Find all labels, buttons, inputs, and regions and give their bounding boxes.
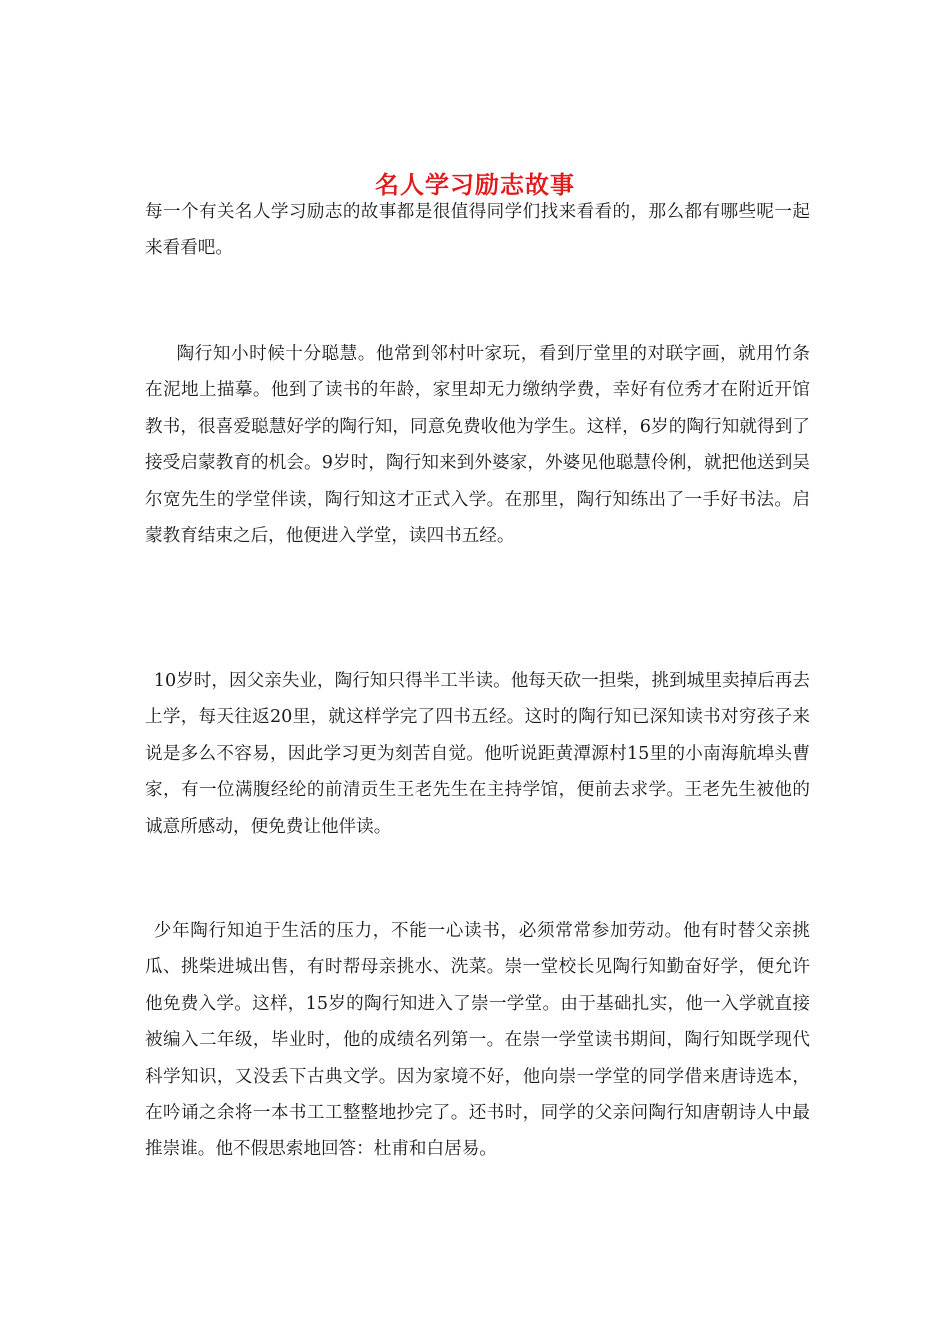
- story-paragraph-3: 少年陶行知迫于生活的压力，不能一心读书，必须常常参加劳动。他有时替父亲挑瓜、挑柴进城出售，有时帮母亲挑水、洗菜。崇一堂校长见陶行知勤奋好学，便允许他免费入学。这样，15岁的陶行知进入了崇一学堂。由于基础扎实，他一入学就直接被编入二年级，毕业时，他的成绩名列第一。在崇一学堂读书期间，陶行知既学现代科学知识，又没丢下古典文学。因为家境不好，他向崇一学堂的同学借来唐诗选本，在吟诵之余将一本书工工整整地抄完了。还书时，同学的父亲问陶行知唐朝诗人中最推崇谁。他不假思索地回答：杜甫和白居易。: [145, 921, 810, 1160]
- story-paragraph-2: 10岁时，因父亲失业，陶行知只得半工半读。他每天砍一担柴，挑到城里卖掉后再去上学，每天往返20里，就这样学完了四书五经。这时的陶行知已深知读书对穷孩子来说是多么不容易，因此学习更为刻苦自觉。他听说距黄潭源村15里的小南海航埠头曹家，有一位满腹经纶的前清贡生王老先生在主持学馆，便前去求学。王老先生被他的诚意所感动，便免费让他伴读。: [145, 671, 810, 837]
- document-title: 名人学习励志故事: [375, 170, 575, 200]
- intro-paragraph: 每一个有关名人学习励志的故事都是很值得同学们找来看看的，那么都有哪些呢一起来看看吧。: [145, 202, 810, 259]
- story-paragraph-1: 陶行知小时候十分聪慧。他常到邻村叶家玩，看到厅堂里的对联字画，就用竹条在泥地上描摹。他到了读书的年龄，家里却无力缴纳学费，幸好有位秀才在附近开馆教书，很喜爱聪慧好学的陶行知，同意免费收他为学生。这样，6岁的陶行知就得到了接受启蒙教育的机会。9岁时，陶行知来到外婆家，外婆见他聪慧伶俐，就把他送到吴尔宽先生的学堂伴读，陶行知这才正式入学。在那里，陶行知练出了一手好书法。启蒙教育结束之后，他便进入学堂，读四书五经。: [145, 344, 810, 547]
